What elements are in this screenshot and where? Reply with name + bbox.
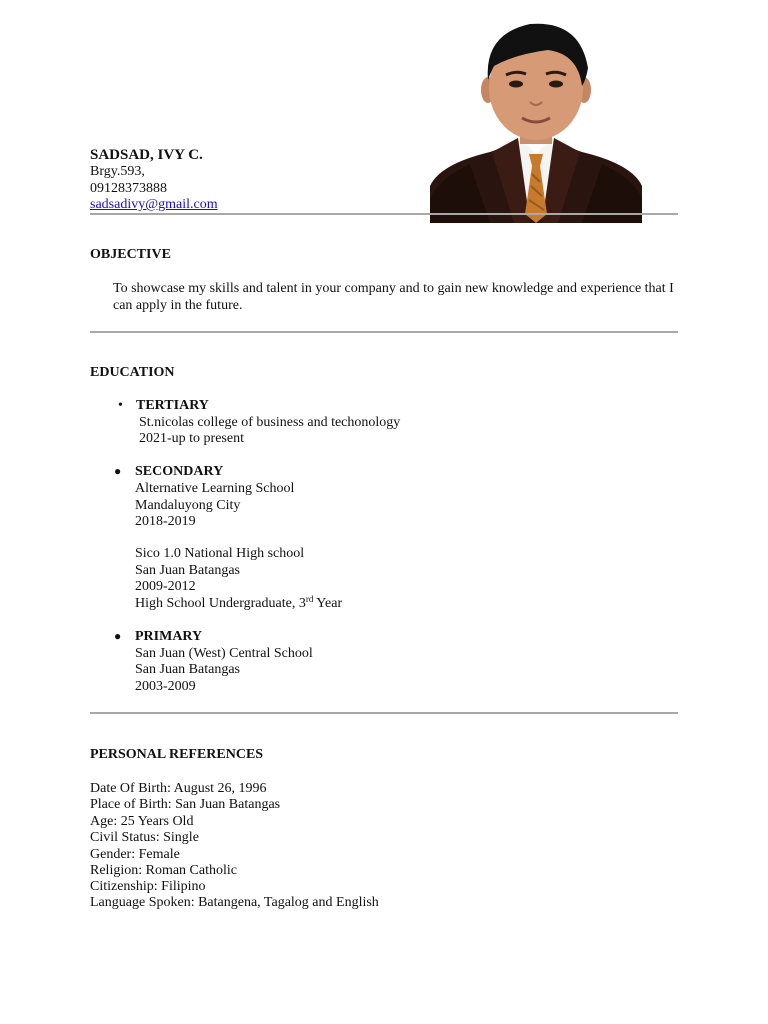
secondary-school-1: Alternative Learning School (135, 481, 295, 496)
profile-photo (430, 14, 642, 223)
primary-label: PRIMARY (135, 629, 203, 644)
secondary-note (135, 596, 342, 613)
primary-years: 2003-2009 (135, 679, 196, 694)
reference-item: Citizenship: Filipino (90, 879, 206, 894)
secondary-note-sup: rd (305, 594, 314, 604)
secondary-years-1: 2018-2019 (135, 514, 196, 529)
primary-place: San Juan Batangas (135, 662, 240, 677)
email-link[interactable]: sadsadivy@gmail.com (90, 197, 218, 212)
primary-school: San Juan (West) Central School (135, 646, 313, 661)
profile-photo-illustration (430, 14, 642, 223)
education-heading: EDUCATION (90, 365, 175, 380)
objective-text-line-2: can apply in the future. (113, 298, 243, 313)
dot-icon: ● (114, 629, 122, 643)
objective-heading: OBJECTIVE (90, 247, 171, 262)
reference-item: Gender: Female (90, 847, 180, 862)
applicant-name: SADSAD, IVY C. (90, 147, 203, 163)
secondary-years-2: 2009-2012 (135, 579, 196, 594)
reference-item: Civil Status: Single (90, 830, 199, 845)
reference-item: Date Of Birth: August 26, 1996 (90, 781, 267, 796)
dot-icon: ● (114, 464, 122, 478)
tertiary-label: TERTIARY (136, 398, 209, 413)
phone-number: 09128373888 (90, 181, 167, 196)
address: Brgy.593, (90, 164, 145, 179)
tertiary-school: St.nicolas college of business and techonology (139, 415, 401, 430)
tertiary-years: 2021-up to present (139, 431, 244, 446)
secondary-label: SECONDARY (135, 464, 224, 479)
secondary-school-2: Sico 1.0 National High school (135, 546, 305, 561)
bullet-icon: • (118, 398, 123, 413)
references-heading: PERSONAL REFERENCES (90, 747, 264, 762)
reference-item: Religion: Roman Catholic (90, 863, 237, 878)
objective-text-line-1: To showcase my skills and talent in your company and to gain new knowledge and experience that I (113, 281, 674, 296)
objective-divider (90, 331, 678, 333)
secondary-place-2: San Juan Batangas (135, 563, 240, 578)
reference-item: Language Spoken: Batangena, Tagalog and English (90, 895, 379, 910)
header-divider (90, 213, 678, 215)
education-divider (90, 712, 678, 714)
reference-item: Age: 25 Years Old (90, 814, 194, 829)
secondary-place-1: Mandaluyong City (135, 498, 241, 513)
secondary-note-suffix: Year (313, 596, 343, 611)
secondary-note-prefix: High School Undergraduate, 3 (135, 596, 306, 611)
reference-item: Place of Birth: San Juan Batangas (90, 797, 281, 812)
